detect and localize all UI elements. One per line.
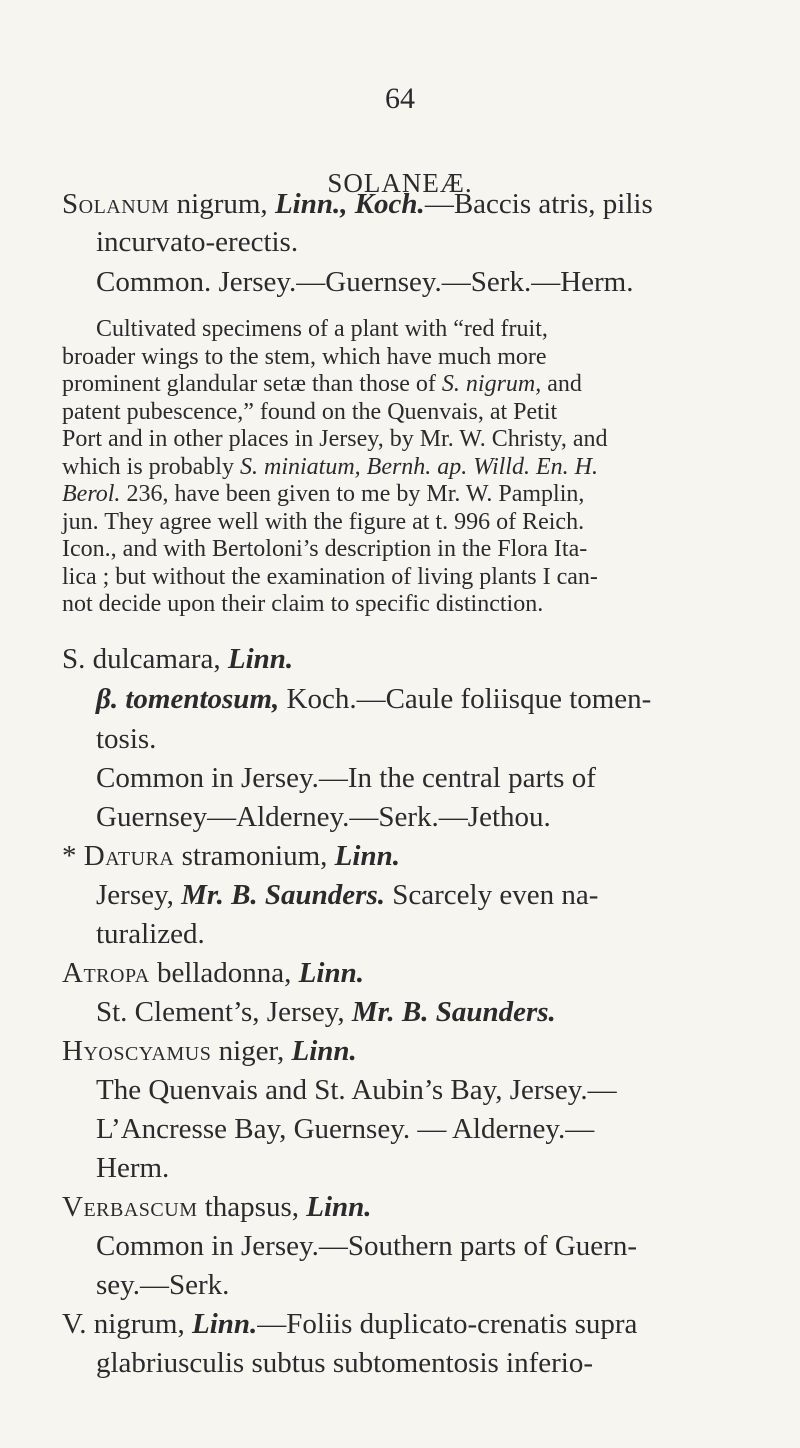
text-line: tosis.	[96, 723, 157, 755]
note-line: lica ; but without the examination of living plants I can-	[62, 564, 598, 590]
entry-hyoscyamus: Hyoscyamus niger, Linn.	[62, 1035, 357, 1067]
note-line: not decide upon their claim to specific distinction.	[62, 591, 544, 617]
text-line: Herm.	[96, 1152, 170, 1184]
description: —Baccis atris, pilis	[424, 188, 653, 220]
text-line: Guernsey—Alderney.—Serk.—Jethou.	[96, 801, 551, 833]
note-line: prominent glandular setæ than those of S. nigrum, and	[62, 371, 582, 397]
entry-variety: β. tomentosum, Koch.—Caule foliisque tomen-	[96, 683, 652, 715]
text-line: St. Clement’s, Jersey, Mr. B. Saunders.	[96, 996, 556, 1028]
entry-atropa: Atropa belladonna, Linn.	[62, 957, 364, 989]
genus-name: Solanum	[62, 188, 170, 220]
note-line: Port and in other places in Jersey, by Mr. W. Christy, and	[62, 426, 608, 452]
section-title: SOLANEÆ.	[327, 168, 473, 198]
entry-dulcamara: S. dulcamara, Linn.	[62, 643, 294, 675]
note-line: Cultivated specimens of a plant with “red fruit,	[96, 316, 548, 342]
text-line: sey.—Serk.	[96, 1269, 230, 1301]
text-line: incurvato-erectis.	[96, 226, 299, 258]
entry-solanum-nigrum	[62, 184, 653, 224]
text-line: Common in Jersey.—Southern parts of Guern-	[96, 1230, 637, 1262]
note-line: jun. They agree well with the figure at t. 996 of Reich.	[62, 509, 585, 535]
page-number: 64	[385, 82, 415, 115]
species-name: nigrum,	[169, 188, 275, 220]
text-line: Common in Jersey.—In the central parts of	[96, 762, 596, 794]
note-line: which is probably S. miniatum, Bernh. ap. Willd. En. H.	[62, 454, 598, 480]
text-line: glabriusculis subtus subtomentosis inferio-	[96, 1347, 593, 1379]
text-line: turalized.	[96, 918, 205, 950]
note-line: patent pubescence,” found on the Quenvais, at Petit	[62, 399, 558, 425]
text-line: Common. Jersey.—Guernsey.—Serk.—Herm.	[96, 266, 634, 298]
note-line: Berol. 236, have been given to me by Mr. W. Pamplin,	[62, 481, 585, 507]
text-line: The Quenvais and St. Aubin’s Bay, Jersey.—	[96, 1074, 617, 1106]
entry-verbascum-nigrum: V. nigrum, Linn.—Foliis duplicato-crenatis supra	[62, 1308, 638, 1340]
authority: Linn., Koch.	[274, 188, 425, 220]
entry-datura: * Datura stramonium, Linn.	[62, 840, 400, 872]
text-line: L’Ancresse Bay, Guernsey. — Alderney.—	[96, 1113, 595, 1145]
note-line: broader wings to the stem, which have much more	[62, 344, 547, 370]
text-line: Jersey, Mr. B. Saunders. Scarcely even na-	[96, 879, 599, 911]
note-line: Icon., and with Bertoloni’s description in the Flora Ita-	[62, 536, 588, 562]
entry-verbascum: Verbascum thapsus, Linn.	[62, 1191, 372, 1223]
